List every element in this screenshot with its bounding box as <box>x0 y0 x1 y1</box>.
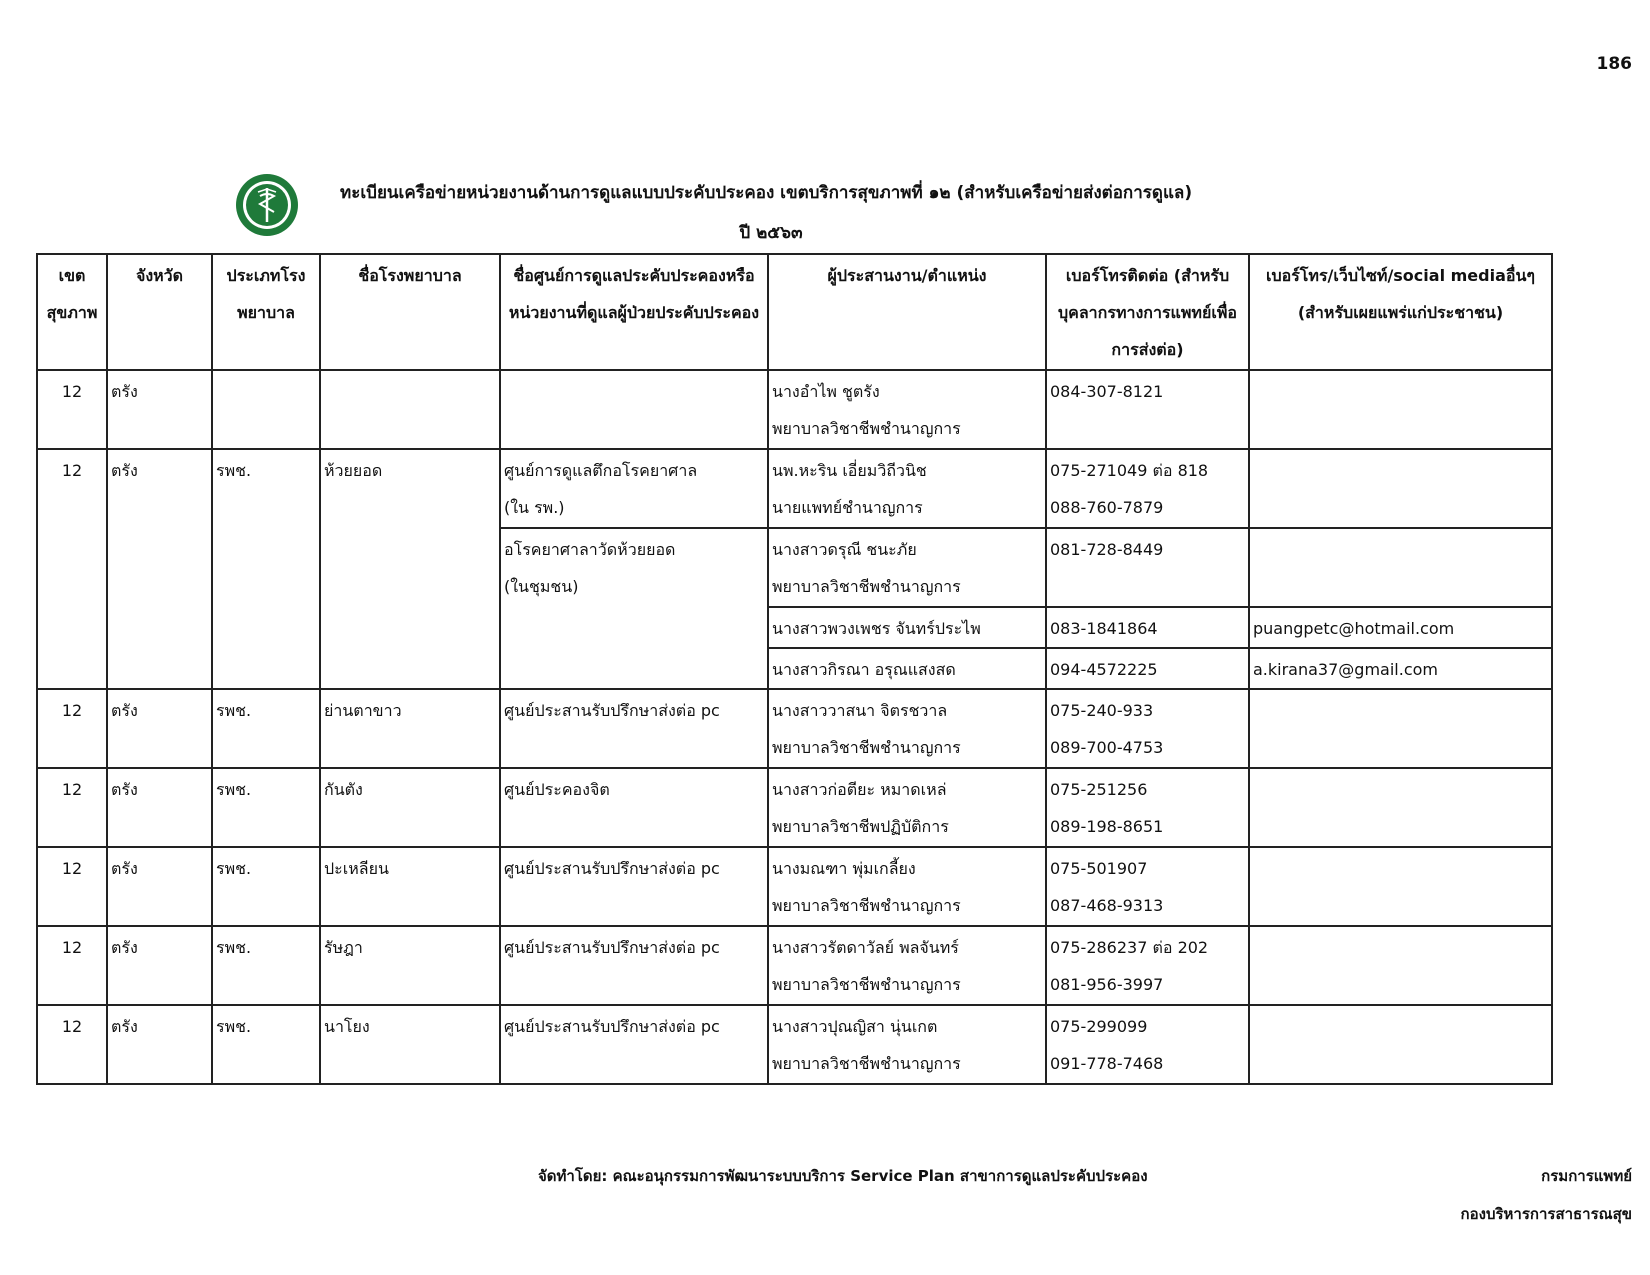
cell-hospital: ห้วยยอด <box>320 449 500 689</box>
table-row <box>37 768 1552 847</box>
cell-type: รพช. <box>212 847 320 926</box>
cell-region: 12 <box>37 370 107 449</box>
cell-center: ศูนย์การดูแลตึกอโรคยาศาล (ใน รพ.) <box>500 449 768 528</box>
cell-region: 12 <box>37 689 107 768</box>
cell-coordinator: นางสาวก่อตียะ หมาดเหล่ พยาบาลวิชาชีพปฏิบัติการ <box>768 768 1046 847</box>
cell-hospital: ปะเหลียน <box>320 847 500 926</box>
header-center-name: ชื่อศูนย์การดูแลประคับประคองหรือ หน่วยงานที่ดูแลผู้ป่วยประคับประคอง <box>500 254 768 370</box>
cell-center: ศูนย์ประสานรับปรึกษาส่งต่อ pc <box>500 1005 768 1084</box>
cell-public <box>1249 1005 1552 1084</box>
table-row <box>37 689 1552 768</box>
cell-province: ตรัง <box>107 1005 212 1084</box>
header-province: จังหวัด <box>107 254 212 370</box>
cell-coordinator: นางสาวพวงเพชร จันทร์ประไพ <box>768 607 1046 648</box>
footer-department: กรมการแพทย์ <box>1541 1167 1632 1185</box>
cell-public <box>1249 528 1552 607</box>
cell-public <box>1249 768 1552 847</box>
table-row <box>37 847 1552 926</box>
header-coordinator: ผู้ประสานงาน/ตำแหน่ง <box>768 254 1046 370</box>
cell-coordinator: นางสาวกิรณา อรุณแสงสด <box>768 648 1046 689</box>
cell-phone: 084-307-8121 <box>1046 370 1249 449</box>
cell-public-email[interactable]: a.kirana37@gmail.com <box>1249 648 1552 689</box>
cell-region: 12 <box>37 768 107 847</box>
cell-coordinator: นางอำไพ ชูตรัง พยาบาลวิชาชีพชำนาญการ <box>768 370 1046 449</box>
cell-province: ตรัง <box>107 689 212 768</box>
cell-coordinator: นางสาวรัตดาวัลย์ พลจันทร์ พยาบาลวิชาชีพชำนาญการ <box>768 926 1046 1005</box>
cell-phone: 075-299099 091-778-7468 <box>1046 1005 1249 1084</box>
cell-type: รพช. <box>212 449 320 689</box>
header-public-contact: เบอร์โทร/เว็บไซท์/social mediaอื่นๆ (สำหรับเผยแพร่แก่ประชาชน) <box>1249 254 1552 370</box>
cell-phone: 075-501907 087-468-9313 <box>1046 847 1249 926</box>
table-row <box>37 449 1552 528</box>
cell-public <box>1249 449 1552 528</box>
cell-hospital <box>320 370 500 449</box>
cell-type: รพช. <box>212 1005 320 1084</box>
cell-public <box>1249 847 1552 926</box>
cell-province: ตรัง <box>107 768 212 847</box>
cell-public <box>1249 926 1552 1005</box>
cell-center: ศูนย์ประคองจิต <box>500 768 768 847</box>
cell-coordinator: นางสาวปุณญิสา นุ่นเกต พยาบาลวิชาชีพชำนาญการ <box>768 1005 1046 1084</box>
cell-public-email[interactable]: puangpetc@hotmail.com <box>1249 607 1552 648</box>
header-hospital-name: ชื่อโรงพยาบาล <box>320 254 500 370</box>
cell-type: รพช. <box>212 768 320 847</box>
cell-coordinator: นางมณฑา พุ่มเกลี้ยง พยาบาลวิชาชีพชำนาญการ <box>768 847 1046 926</box>
cell-region: 12 <box>37 449 107 689</box>
cell-region: 12 <box>37 926 107 1005</box>
header-hospital-type: ประเภทโรงพยาบาล <box>212 254 320 370</box>
cell-coordinator: นพ.หะริน เอี่ยมวิถีวนิช นายแพทย์ชำนาญการ <box>768 449 1046 528</box>
cell-coordinator: นางสาวดรุณี ชนะภัย พยาบาลวิชาชีพชำนาญการ <box>768 528 1046 607</box>
cell-hospital: กันตัง <box>320 768 500 847</box>
cell-phone: 094-4572225 <box>1046 648 1249 689</box>
cell-region: 12 <box>37 1005 107 1084</box>
cell-phone: 083-1841864 <box>1046 607 1249 648</box>
footer-division: กองบริหารการสาธารณสุข <box>1460 1205 1632 1223</box>
cell-center: อโรคยาศาลาวัดห้วยยอด (ในชุมชน) <box>500 528 768 689</box>
document-subtitle: ปี ๒๕๖๓ <box>739 223 803 243</box>
cell-phone: 075-271049 ต่อ 818 088-760-7879 <box>1046 449 1249 528</box>
header-referral-phone: เบอร์โทรติดต่อ (สำหรับบุคลากรทางการแพทย์เพื่อการส่งต่อ) <box>1046 254 1249 370</box>
cell-center: ศูนย์ประสานรับปรึกษาส่งต่อ pc <box>500 847 768 926</box>
cell-center: ศูนย์ประสานรับปรึกษาส่งต่อ pc <box>500 926 768 1005</box>
cell-hospital: ย่านตาขาว <box>320 689 500 768</box>
cell-phone: 081-728-8449 <box>1046 528 1249 607</box>
table-row <box>37 370 1552 449</box>
cell-coordinator: นางสาววาสนา จิตรชวาล พยาบาลวิชาชีพชำนาญการ <box>768 689 1046 768</box>
cell-province: ตรัง <box>107 847 212 926</box>
cell-public <box>1249 370 1552 449</box>
cell-region: 12 <box>37 847 107 926</box>
header-region: เขตสุขภาพ <box>37 254 107 370</box>
table-header-row <box>37 254 1552 370</box>
cell-phone: 075-240-933 089-700-4753 <box>1046 689 1249 768</box>
table-row <box>37 926 1552 1005</box>
table-row <box>37 1005 1552 1084</box>
page-number: 186 <box>1596 54 1632 74</box>
cell-type: รพช. <box>212 926 320 1005</box>
cell-center <box>500 370 768 449</box>
cell-hospital: นาโยง <box>320 1005 500 1084</box>
cell-public <box>1249 689 1552 768</box>
cell-province: ตรัง <box>107 370 212 449</box>
cell-center: ศูนย์ประสานรับปรึกษาส่งต่อ pc <box>500 689 768 768</box>
cell-phone: 075-286237 ต่อ 202 081-956-3997 <box>1046 926 1249 1005</box>
cell-type <box>212 370 320 449</box>
cell-type: รพช. <box>212 689 320 768</box>
footer-prepared-by: จัดทำโดย: คณะอนุกรรมการพัฒนาระบบบริการ Service Plan สาขาการดูแลประคับประคอง <box>538 1167 1148 1185</box>
document-title: ทะเบียนเครือข่ายหน่วยงานด้านการดูแลแบบประคับประคอง เขตบริการสุขภาพที่ ๑๒ (สำหรับเครือข่ายส่งต่อการดูแล) <box>340 183 1193 203</box>
network-registry-table <box>36 253 1553 1085</box>
cell-hospital: รัษฎา <box>320 926 500 1005</box>
cell-province: ตรัง <box>107 449 212 689</box>
cell-province: ตรัง <box>107 926 212 1005</box>
cell-phone: 075-251256 089-198-8651 <box>1046 768 1249 847</box>
